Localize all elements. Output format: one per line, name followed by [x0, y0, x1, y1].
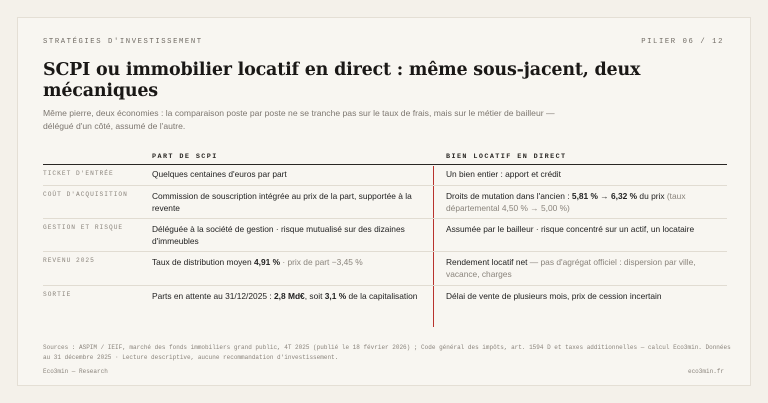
- sources-note: Sources : ASPIM / IEIF, marché des fonds immobiliers grand public, 4T 2025 (publié le 18 février 2026) ; Code général des impôts, art. 1594 D et taxes additionnelles — calcul Eco3min. Données au 31 décembre 2025 · Lecture descriptive, aucune recommandation d'investissement.: [43, 344, 731, 361]
- scpi-cell: Déléguée à la société de gestion · risque mutualisé sur des dizaines d'immeubles: [152, 224, 405, 246]
- row-label: COÛT D'ACQUISITION: [43, 191, 128, 198]
- table-row: [43, 252, 727, 286]
- table-row: [43, 186, 727, 219]
- page-title: SCPI ou immobilier locatif en direct : même sous-jacent, deux mécaniques: [43, 60, 641, 101]
- direct-cell: Droits de mutation dans l'ancien : 5,81 % → 6,32 % du prix (taux départemental 4,50 % → 5,00 %): [446, 191, 686, 213]
- scpi-cell: Commission de souscription intégrée au prix de la part, supportée à la revente: [152, 191, 412, 213]
- table-row: [43, 219, 727, 252]
- table-row: [43, 165, 727, 186]
- row-label: TICKET D'ENTRÉE: [43, 170, 114, 177]
- column-header-scpi: PART DE SCPI: [152, 153, 218, 161]
- section-eyebrow: STRATÉGIES D'INVESTISSEMENT: [43, 38, 203, 46]
- footer-url[interactable]: eco3min.fr: [687, 368, 724, 375]
- scpi-cell: Parts en attente au 31/12/2025 : 2,8 Md€, soit 3,1 % de la capitalisation: [152, 291, 418, 301]
- direct-cell: Assumée par le bailleur · risque concentré sur un actif, un locataire: [446, 224, 695, 234]
- row-label: GESTION ET RISQUE: [43, 224, 124, 231]
- column-header-direct: BIEN LOCATIF EN DIRECT: [446, 153, 567, 161]
- content-card: [17, 17, 751, 386]
- direct-cell: Rendement locatif net — pas d'agrégat officiel : dispersion par ville, vacance, charges: [446, 257, 696, 279]
- direct-cell: Délai de vente de plusieurs mois, prix de cession incertain: [446, 291, 662, 301]
- comparison-table: [43, 151, 727, 308]
- direct-cell: Un bien entier : apport et crédit: [446, 169, 561, 179]
- pillar-counter: PILIER 06 / 12: [641, 38, 724, 46]
- scpi-cell: Taux de distribution moyen 4,91 % · prix de part −3,45 %: [152, 257, 363, 267]
- table-header: [43, 151, 727, 165]
- footer-brand: Eco3min — Research: [43, 368, 108, 375]
- page-lede: Même pierre, deux économies : la comparaison poste par poste ne se tranche pas sur le taux de frais, mais sur le métier de bailleur — délégué d'un côté, assumé de l'autre.: [43, 108, 555, 131]
- row-label: SORTIE: [43, 291, 72, 298]
- row-label: REVENU 2025: [43, 257, 95, 264]
- table-row: [43, 286, 727, 308]
- scpi-cell: Quelques centaines d'euros par part: [152, 169, 287, 179]
